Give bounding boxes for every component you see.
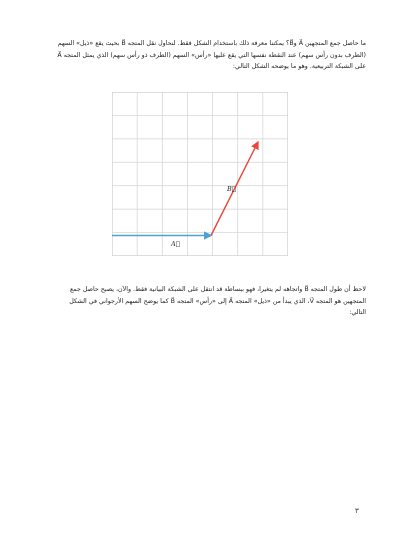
square-grid xyxy=(112,92,288,256)
page-number: ٣ xyxy=(355,507,359,515)
explanation-line-1: لاحظ أن طول المتجه B⃗ واتجاهه لم يتغيرا، فهو ببساطة قد انتقل على الشبكة البيانية فقط. والآن، يصبح حاصل جمع xyxy=(69,286,366,293)
intro-paragraph xyxy=(38,38,366,73)
intro-line-3: على الشبكة التربيعية. وهو ما يوضحه الشكل التالي: xyxy=(232,63,366,70)
intro-line-2: (الطرف بدون رأس سهم) عند النقطة نفسها التي يقع عليها «رأس» السهم (الطرف ذو رأس سهم) الذي يمثل المتجه A⃗ xyxy=(57,51,366,59)
vector-a-label: A⃗ xyxy=(171,240,180,248)
vector-grid-figure xyxy=(112,92,288,256)
explanation-line-2: المتجهين هو المتجه V⃗، الذي يبدأ من «ذيل» المتجه A⃗ إلى «رأس» المتجه B⃗ كما يوضح السهم الأرجواني في الشكل xyxy=(69,297,366,305)
intro-line-1: ما حاصل جمع المتجهين A⃗ وB⃗؟ يمكننا معرفة ذلك باستخدام الشكل فقط. لنحاول نقل المتجه B⃗ بحيث يقع «ذيل» السهم xyxy=(57,40,366,47)
explanation-paragraph xyxy=(38,284,366,319)
vector-b-label: B⃗ xyxy=(227,185,236,193)
explanation-line-3: التالي: xyxy=(349,309,366,316)
